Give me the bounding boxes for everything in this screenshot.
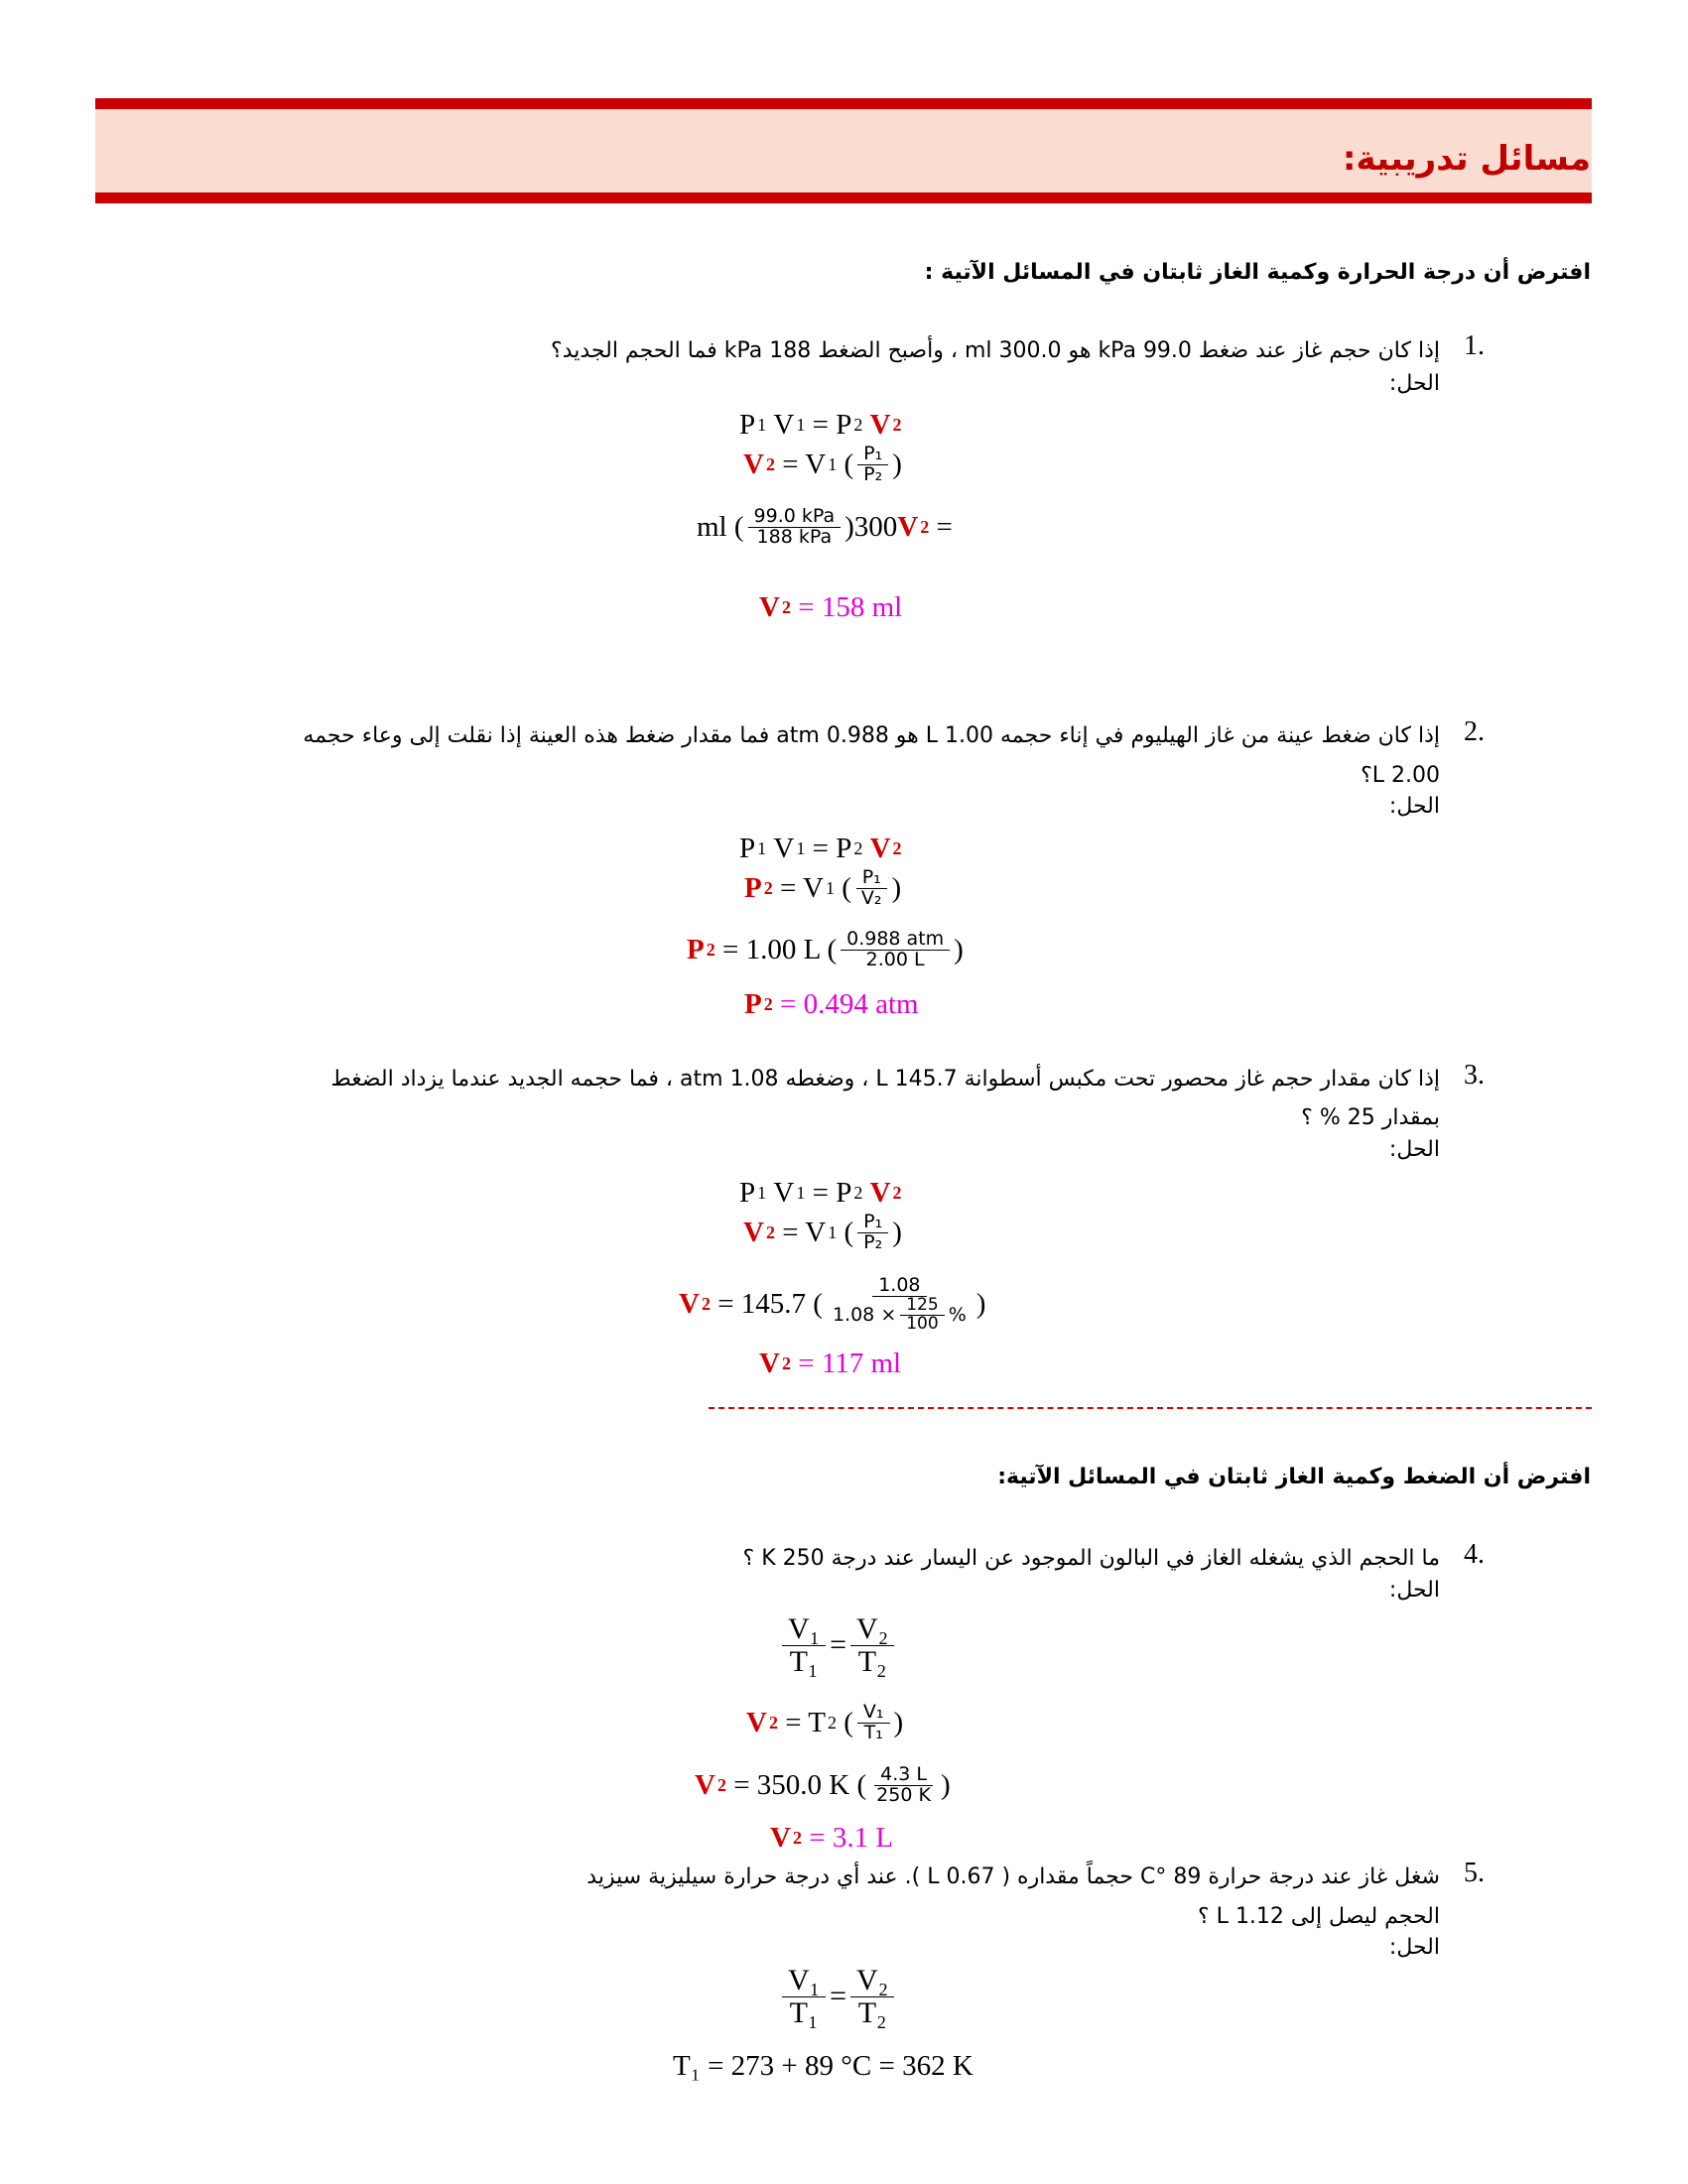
q2-l2s2: 1 [826, 877, 835, 898]
q2-ans-s: 2 [763, 994, 773, 1014]
q1-l2s1: 2 [765, 453, 775, 474]
q2-ans-v: P [744, 988, 762, 1020]
q1-l3-denominator: 188 kPa [756, 525, 833, 548]
q3-l2close: ) [892, 1216, 902, 1248]
q3-ans-v: V [759, 1348, 780, 1379]
q4-f2-numerator: V₂ [850, 1613, 894, 1646]
q4-f1-numerator: V₁ [782, 1613, 826, 1646]
q3-l2a: V [743, 1216, 764, 1248]
q4-f-eq: = [830, 1628, 847, 1661]
q3-l3d-inner-numerator: 125 [900, 1297, 944, 1316]
q1-l2a: V [743, 448, 764, 480]
q3-solution-label: الحل: [1388, 1137, 1440, 1162]
q3-l3a: V [679, 1288, 700, 1321]
q1-l3s: 2 [920, 516, 930, 537]
q1-l2b: = V [782, 448, 827, 480]
q3-l3-denominator [827, 1294, 973, 1334]
q3-answer [759, 1348, 901, 1380]
q3-l3s: 2 [701, 1294, 711, 1315]
banner-top-rule [95, 98, 1592, 109]
q1-ans-s: 2 [781, 597, 791, 617]
q2-l1b: V [773, 833, 795, 864]
q4-l2s2: 2 [828, 1712, 837, 1733]
q4-ans-s: 2 [792, 1828, 802, 1848]
q4-ans-v: V [770, 1822, 791, 1854]
q3-eq-line2 [743, 1213, 902, 1253]
section-divider [709, 1407, 1592, 1409]
q5-f1-numerator: V₁ [782, 1965, 826, 1997]
q2-l2s1: 2 [763, 877, 773, 898]
q1-ans-val: 158 ml [821, 591, 903, 623]
q4-l2-numerator: V₁ [857, 1703, 890, 1724]
q2-solution-label: الحل: [1388, 794, 1440, 819]
q1-l3v: V [897, 510, 919, 543]
q5-f1-denominator: T₁ [789, 1995, 819, 2029]
q1-answer [759, 591, 902, 624]
q3-l2b: = V [782, 1216, 827, 1248]
q4-f2-denominator: T₂ [857, 1644, 887, 1678]
q4-ans-val: 3.1 L [832, 1822, 894, 1854]
q4-formula [778, 1613, 898, 1677]
q2-l3-numerator: 0.988 atm [841, 930, 950, 951]
q2-l1d: V [869, 833, 891, 864]
q3-ans-val: 117 ml [821, 1348, 902, 1379]
banner-bottom-rule [95, 193, 1592, 203]
q2-line2: 2.00 L؟ [1361, 763, 1440, 788]
q1-ans-v: V [759, 591, 780, 623]
q3-l1s4: 2 [892, 1183, 902, 1203]
q2-line1: إذا كان ضغط عينة من غاز الهيليوم في إناء حجمه 1.00 L هو 0.988 atm فما مقدار ضغط هذه العينة إذا نقلت إلى وعاء حجمه [303, 723, 1440, 748]
q4-l2a: V [746, 1706, 767, 1738]
q4-f1-denominator: T₁ [789, 1644, 819, 1678]
q2-l1s4: 2 [892, 838, 902, 858]
q4-l3a: V [695, 1768, 715, 1801]
q3-l2s1: 2 [765, 1221, 775, 1242]
page-title: مسائل تدريبية: [1342, 139, 1591, 179]
q2-l2-denominator: V₂ [860, 886, 882, 909]
q3-eq-line3 [679, 1276, 985, 1334]
q1-solution-label: الحل: [1388, 371, 1440, 396]
section1-instruction: افترض أن درجة الحرارة وكمية الغاز ثابتان في المسائل الآتية : [924, 260, 1591, 285]
q5-f2-numerator: V₂ [850, 1965, 894, 1997]
q5-f-eq: = [830, 1980, 847, 2012]
q4-eq-line2 [746, 1703, 903, 1743]
q4-l2s1: 2 [768, 1712, 778, 1733]
q2-l1s2: 1 [796, 838, 806, 858]
q2-l3close: ) [954, 933, 964, 965]
q4-l3b: = 350.0 K ( [733, 1768, 867, 1801]
q3-ans-s: 2 [781, 1353, 791, 1373]
q1-l2-numerator: P₁ [857, 445, 888, 465]
q2-l2close: ) [891, 871, 902, 904]
q4-solution-label: الحل: [1388, 1578, 1440, 1603]
q2-l2b: = V [779, 871, 824, 904]
q4-l2b: = T [785, 1706, 826, 1738]
q3-l3close: ) [975, 1288, 986, 1321]
q3-line1: إذا كان مقدار حجم غاز محصور تحت مكبس أسطوانة 145.7 L ، وضغطه 1.08 atm ، فما حجمه الجديد عندما يزداد الضغط [330, 1067, 1440, 1092]
q4-l3close: ) [940, 1768, 951, 1801]
q4-l3-denominator: 250 K [876, 1783, 931, 1806]
q1-l1b: V [773, 409, 795, 441]
q2-l3b: = 1.00 L ( [721, 933, 838, 965]
q2-eq-line1 [739, 833, 902, 865]
q3-l1s1: 1 [757, 1183, 767, 1203]
q3-eq-line1 [739, 1177, 902, 1210]
q3-l2-numerator: P₁ [857, 1213, 888, 1233]
q3-l3d-b: % [948, 1303, 967, 1326]
q3-l1s3: 2 [853, 1183, 863, 1203]
q3-ans-eq: = [798, 1348, 815, 1379]
q1-l1c: = P [812, 409, 852, 441]
q2-l3s: 2 [706, 939, 715, 960]
q5-formula [778, 1965, 898, 2028]
q1-eq-line2 [743, 445, 902, 485]
q3-l3b: = 145.7 ( [717, 1288, 823, 1321]
q1-l1s3: 2 [853, 415, 863, 435]
q1-l2close: ) [892, 448, 902, 480]
q1-l2open: ( [844, 448, 854, 480]
q2-l1a: P [739, 833, 756, 864]
q1-l1a: P [739, 409, 756, 441]
q3-l2-denominator: P₂ [863, 1230, 883, 1253]
q4-l2open: ( [844, 1706, 853, 1738]
q3-line2: بمقدار 25 % ؟ [1301, 1105, 1440, 1130]
q3-l1b: V [773, 1177, 795, 1209]
q1-eq-line1 [739, 409, 902, 442]
q2-number: 2. [1464, 716, 1485, 747]
q1-l3b: )300 [844, 510, 898, 543]
q2-answer [744, 988, 919, 1021]
q3-l1d: V [869, 1177, 891, 1209]
q3-number: 3. [1464, 1060, 1485, 1091]
q1-l2s2: 1 [828, 453, 838, 474]
q1-l3-numerator: 99.0 kPa [748, 507, 842, 528]
section2-instruction: افترض أن الضغط وكمية الغاز ثابتان في المسائل الآتية: [997, 1465, 1591, 1489]
q2-l2a: P [744, 871, 762, 904]
q2-l1s3: 2 [853, 838, 863, 858]
q2-eq-line2 [744, 868, 901, 909]
q2-ans-val: 0.494 atm [803, 988, 919, 1020]
q4-ans-eq: = [809, 1822, 826, 1854]
q5-line1: شغل غاز عند درجة حرارة 89 °C حجماً مقداره ( 0.67 L ). عند أي درجة حرارة سيليزية سيزيد [586, 1864, 1440, 1889]
q4-l2-denominator: T₁ [863, 1721, 883, 1743]
q5-solution-label: الحل: [1388, 1935, 1440, 1960]
q1-number: 1. [1464, 330, 1485, 361]
q1-l3a: ml ( [697, 510, 744, 543]
q4-answer [770, 1822, 893, 1855]
q1-l1s2: 1 [796, 415, 806, 435]
q3-l1a: P [739, 1177, 756, 1209]
q1-l3eq: = [936, 510, 953, 543]
q2-l3a: P [687, 933, 705, 965]
q1-l1s4: 2 [892, 415, 902, 435]
q4-l2close: ) [893, 1706, 904, 1738]
q2-l2open: ( [842, 871, 851, 904]
q1-eq-line3 [697, 507, 953, 548]
q4-l3s: 2 [716, 1774, 726, 1795]
q3-l1s2: 1 [796, 1183, 806, 1203]
q1-text: إذا كان حجم غاز عند ضغط 99.0 kPa هو 300.0 ml ، وأصبح الضغط 188 kPa فما الحجم الجديد؟ [551, 338, 1440, 363]
q4-text: ما الحجم الذي يشغله الغاز في البالون الموجود عن اليسار عند درجة 250 K ؟ [742, 1546, 1440, 1571]
q2-l1s1: 1 [757, 838, 767, 858]
q3-l2open: ( [844, 1216, 854, 1248]
q2-l3-denominator: 2.00 L [865, 948, 925, 970]
q4-l3-numerator: 4.3 L [874, 1765, 933, 1786]
q3-l3-numerator: 1.08 [872, 1276, 926, 1297]
q3-l3d-inner-denominator: 100 [906, 1313, 939, 1334]
q1-l2-denominator: P₂ [863, 462, 883, 485]
q3-l1c: = P [812, 1177, 852, 1209]
q2-l2-numerator: P₁ [856, 868, 887, 889]
q3-l3d-a: 1.08 × [832, 1303, 897, 1326]
q3-l2s2: 1 [828, 1221, 838, 1242]
q4-number: 4. [1464, 1539, 1485, 1570]
q1-l1d: V [869, 409, 891, 441]
q5-number: 5. [1464, 1858, 1485, 1888]
q1-ans-eq: = [798, 591, 815, 623]
q2-eq-line3 [687, 930, 964, 970]
q2-l1c: = P [812, 833, 852, 864]
q5-t1-line: T₁ = 273 + 89 °C = 362 K [673, 2050, 974, 2082]
q5-f2-denominator: T₂ [857, 1995, 887, 2029]
q4-eq-line3 [695, 1765, 951, 1806]
q1-l1s1: 1 [757, 415, 767, 435]
q2-ans-eq: = [779, 988, 797, 1020]
q5-line2: الحجم ليصل إلى 1.12 L ؟ [1198, 1904, 1440, 1929]
